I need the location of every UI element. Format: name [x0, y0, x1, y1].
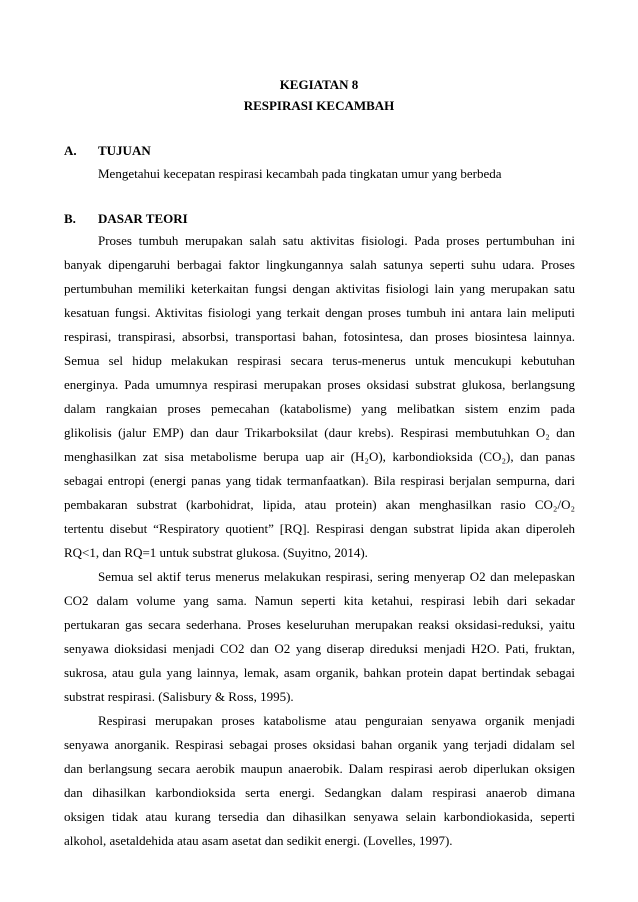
paragraph-line: senyawa anorganik. Respirasi sebagai proses oksidasi bahan organik yang terjadi didalam sel [64, 737, 575, 752]
paragraph-line: substrat respirasi. (Salisbury & Ross, 1995). [64, 689, 294, 704]
paragraph-line: RQ<1, dan RQ=1 untuk substrat glukosa. (Suyitno, 2014). [64, 545, 368, 560]
paragraph-line: menghasilkan zat sisa metabolisme berupa uap air (H₂O), karbondioksida (CO₂), dan panas [64, 449, 575, 464]
paragraph-line: sukrosa, atau gula yang lainnya, lemak, asam organik, bahkan protein dapat bertindak sebagai [64, 665, 575, 680]
paragraph-line: sebagai entropi (energi panas yang tidak termanfaatkan). Bila respirasi berjalan sempurna, dari [64, 473, 575, 488]
paragraph-line: dan dihasilkan karbondioksida serta energi. Sedangkan dalam respirasi anaerob dimana [64, 785, 575, 800]
paragraph-line: respirasi, transpirasi, absorbsi, transportasi bahan, fotosintesa, dan proses biosintesa lainnya. [64, 329, 575, 344]
paragraph-line: Respirasi merupakan proses katabolisme atau penguraian senyawa organik menjadi [98, 713, 575, 728]
section-b-number: B. [64, 211, 76, 226]
section-b-title: DASAR TEORI [98, 211, 188, 226]
paragraph-line: kesatuan fungsi. Aktivitas fisiologi yang terkait dengan proses tumbuh ini antara lain meliputi [64, 305, 575, 320]
page-subtitle: RESPIRASI KECAMBAH [243, 98, 395, 113]
section-b-heading [64, 211, 188, 227]
section-a-title: TUJUAN [98, 143, 151, 158]
section-a-text: Mengetahui kecepatan respirasi kecambah pada tingkatan umur yang berbeda [98, 166, 502, 181]
paragraph-line: Proses tumbuh merupakan salah satu aktivitas fisiologi. Pada proses pertumbuhan ini [98, 233, 575, 248]
paragraph-line: CO2 dalam volume yang sama. Namun seperti kita ketahui, respirasi lebih dari sekadar [64, 593, 575, 608]
paragraph-line: glikolisis (jalur EMP) dan daur Trikarboksilat (daur krebs). Respirasi membutuhkan O₂ dan [64, 425, 575, 440]
paragraph-line: dalam rangkaian proses pemecahan (katabolisme) yang melibatkan sistem enzim pada [64, 401, 575, 416]
paragraph-line: energinya. Pada umumnya respirasi merupakan proses oksidasi substrat glukosa, berlangsung [64, 377, 575, 392]
paragraph-line: Semua sel hidup melakukan respirasi secara terus-menerus untuk mencukupi kebutuhan [64, 353, 575, 368]
page-title: KEGIATAN 8 [279, 77, 359, 92]
section-a-heading [64, 143, 151, 159]
paragraph-line: banyak dipengaruhi berbagai faktor lingkungannya salah satunya seperti suhu udara. Proses [64, 257, 575, 272]
paragraph-line: pertukaran gas secara sederhana. Proses keseluruhan merupakan reaksi oksidasi-reduksi, yaitu [64, 617, 575, 632]
paragraph-line: Semua sel aktif terus menerus melakukan respirasi, sering menyerap O2 dan melepaskan [98, 569, 575, 584]
paragraph-line: dan berlangsung secara aerobik maupun anaerobik. Dalam respirasi aerob diperlukan oksigen [64, 761, 575, 776]
paragraph-line: pembakaran substrat (karbohidrat, lipida, atau protein) akan menghasilkan rasio CO₂/O₂ [64, 497, 575, 512]
paragraph-line: tertentu disebut “Respiratory quotient” [RQ]. Respirasi dengan substrat lipida akan diperoleh [64, 521, 575, 536]
paragraph-line: senyawa dioksidasi menjadi CO2 dan O2 yang diserap direduksi menjadi H2O. Pati, fruktan, [64, 641, 575, 656]
section-a-number: A. [64, 143, 77, 158]
paragraph-line: alkohol, asetaldehida atau asam asetat dan sedikit energi. (Lovelles, 1997). [64, 833, 453, 848]
paragraph-line: pertumbuhan memiliki keterkaitan fungsi dengan aktivitas fisiologi lain yang merupakan satu [64, 281, 575, 296]
paragraph-line: oksigen tidak atau kurang tersedia dan dihasilkan senyawa selain karbondiokasida, seperti [64, 809, 575, 824]
